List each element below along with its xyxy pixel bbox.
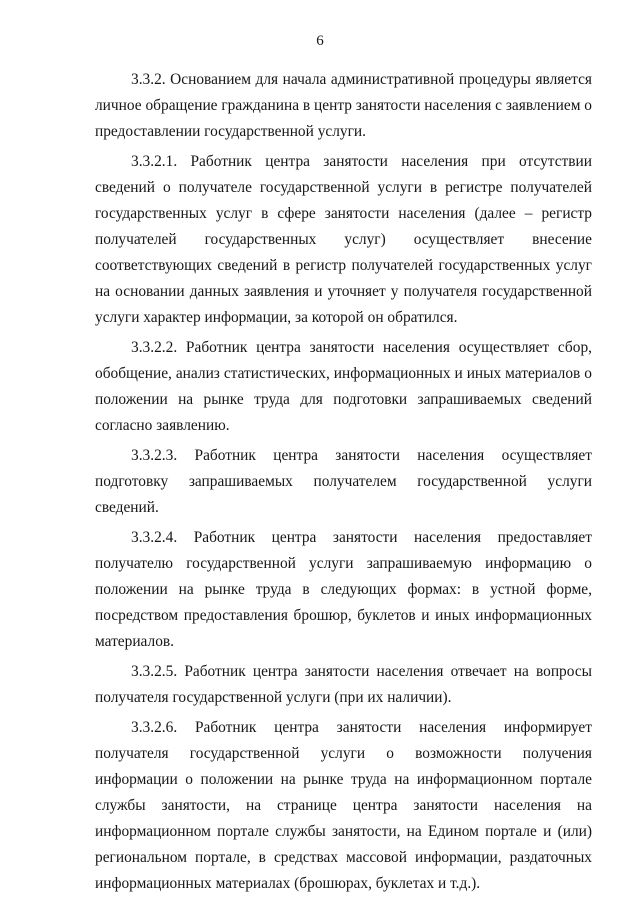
page-number: 6 — [316, 33, 324, 49]
paragraph-3-3-2: 3.3.2. Основанием для начала административной процедуры является личное обращение гражданина в центр занятости населения с заявлением о предоставлении государственной услуги. — [95, 71, 592, 140]
paragraph-3-3-2-4: 3.3.2.4. Работник центра занятости населения предоставляет получателю государственной услуги запрашиваемую информацию о положении на рынке труда в следующих формах: в устной форме, посредством предоставления брошюр, буклетов и иных информационных материалов. — [95, 529, 592, 650]
paragraph-3-3-2-5: 3.3.2.5. Работник центра занятости населения отвечает на вопросы получателя государственной услуги (при их наличии). — [95, 663, 592, 706]
document-body — [95, 67, 592, 901]
paragraph-3-3-2-2: 3.3.2.2. Работник центра занятости населения осуществляет сбор, обобщение, анализ статистических, информационных и иных материалов о положении на рынке труда для подготовки запрашиваемых сведений согласно заявлению. — [95, 339, 592, 434]
paragraph-3-3-2-1: 3.3.2.1. Работник центра занятости населения при отсутствии сведений о получателе государственной услуги в регистре получателей государственных услуг в сфере занятости населения (далее – регистр получателей государственных услуг) осуществляет внесение соответствующих сведений в регистр получателей государственных услуг на основании данных заявления и уточняет у получателя государственной услуги характер информации, за которой он обратился. — [95, 153, 592, 326]
paragraph-3-3-2-6: 3.3.2.6. Работник центра занятости населения информирует получателя государственной услуги о возможности получения информации о положении на рынке труда на информационном портале службы занятости, на странице центра занятости населения на информационном портале службы занятости, на Едином портале и (или) региональном портале, в средствах массовой информации, раздаточных информационных материалах (брошюрах, буклетах и т.д.). — [95, 719, 592, 892]
paragraph-3-3-2-3: 3.3.2.3. Работник центра занятости населения осуществляет подготовку запрашиваемых получателем государственной услуги сведений. — [95, 447, 592, 516]
